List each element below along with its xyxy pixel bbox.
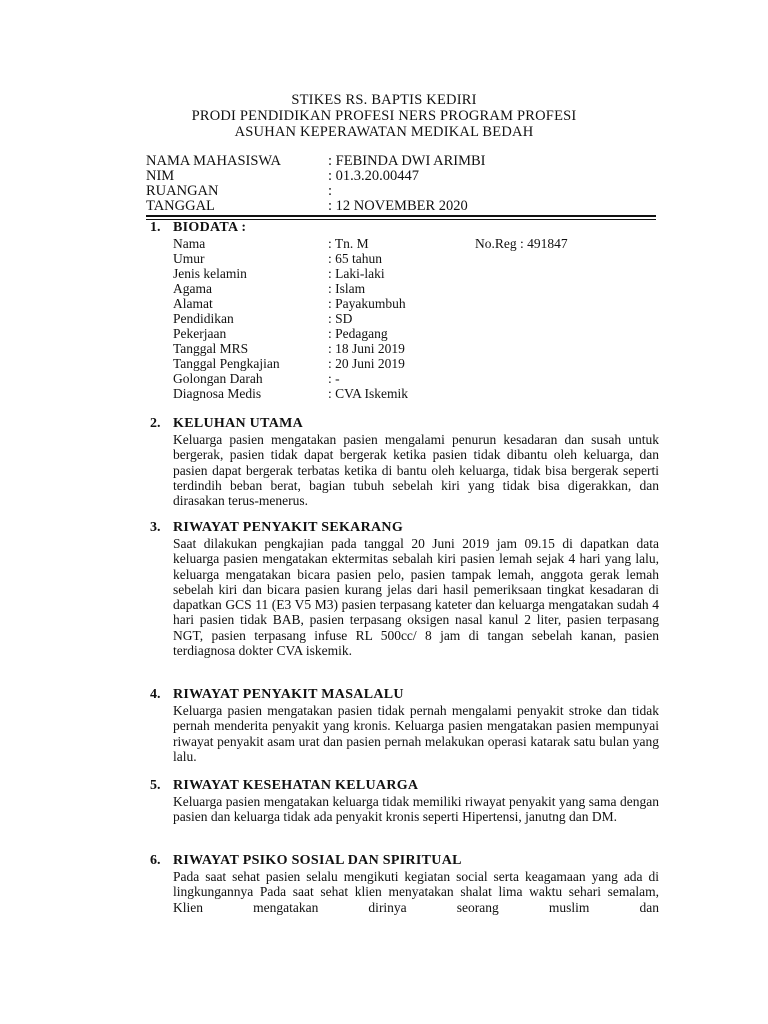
info-label: NAMA MAHASISWA xyxy=(146,153,281,169)
biodata-label: Jenis kelamin xyxy=(173,266,247,281)
info-value: : 12 NOVEMBER 2020 xyxy=(328,198,468,214)
biodata-label: Alamat xyxy=(173,296,213,311)
biodata-label: Golongan Darah xyxy=(173,371,263,386)
section-title-keluhan-utama: KELUHAN UTAMA xyxy=(173,416,304,431)
biodata-value: : Tn. M xyxy=(328,236,369,251)
info-label: NIM xyxy=(146,168,175,184)
biodata-label: Tanggal Pengkajian xyxy=(173,356,280,371)
biodata-label: Umur xyxy=(173,251,205,266)
registration-number: No.Reg : 491847 xyxy=(475,236,568,251)
paragraph-keluhan-utama: Keluarga pasien mengatakan pasien mengalami penurun kesadaran dan susah untuk bergerak, pasien tidak dapat bergerak ketika pasien tidak dibantu oleh keluarga, dan pasien dapat bergerak terbatas ketika di bantu oleh keluarga, tidak bisa bergerak seperti terdindih beban berat, bagian tubuh sebelah kiri yang tidak bisa digerakkan, dan dirasakan terus-menerus. xyxy=(173,432,659,509)
section-number: 5. xyxy=(150,778,161,793)
paragraph-riwayat-masalalu: Keluarga pasien mengatakan pasien tidak pernah mengalami penyakit stroke dan tidak pernah menderita penyakit yang kronis. Keluarga pasien mengatakan pasien mempunyai riwayat penyakit asam urat dan pasien pernah melakukan operasi katarak satu bulan yang lalu. xyxy=(173,703,659,764)
program-name: PRODI PENDIDIKAN PROFESI NERS PROGRAM PROFESI xyxy=(191,108,577,124)
info-value: : 01.3.20.00447 xyxy=(328,168,420,184)
section-title-riwayat-keluarga: RIWAYAT KESEHATAN KELUARGA xyxy=(173,778,419,793)
biodata-label: Diagnosa Medis xyxy=(173,386,262,401)
info-value: : xyxy=(328,183,333,199)
section-number: 2. xyxy=(150,416,161,431)
biodata-value: : Islam xyxy=(328,281,366,296)
info-label: TANGGAL xyxy=(146,198,215,214)
section-number: 3. xyxy=(150,520,161,535)
biodata-label: Pendidikan xyxy=(173,311,234,326)
biodata-value: : CVA Iskemik xyxy=(328,386,409,401)
paragraph-riwayat-sekarang: Saat dilakukan pengkajian pada tanggal 20 Juni 2019 jam 09.15 di dapatkan data keluarga pasien mengatakan ektermitas sebalah kiri pasien lemah sejak 4 hari yang lalu, keluarga mengatakan bicara pasien pelo, pasien tampak lemah, anggota gerak lemah sebelah kiri dan bicara pasien kurang jelas dari hasil pemeriksaan tingkat kesadaran di dapatkan GCS 11 (E3 V5 M3) pasien terpasang kateter dan keluarga mengatakan sudah 4 hari pasien tidak BAB, pasien terpasang oksigen nasal kanul 2 liter, pasien terpasang NGT, pasien terpasang infuse RL 500cc/ 8 jam di tangan sebelah kanan, pasien terdiagnosa dokter CVA iskemik. xyxy=(173,536,659,659)
biodata-value: : 18 Juni 2019 xyxy=(328,341,405,356)
info-label: RUANGAN xyxy=(146,183,219,199)
biodata-value: : Laki-laki xyxy=(328,266,385,281)
paragraph-riwayat-keluarga: Keluarga pasien mengatakan keluarga tidak memiliki riwayat penyakit yang sama dengan pasien dan keluarga tidak ada penyakit kronis seperti Hipertensi, janutng dan DM. xyxy=(173,794,659,825)
section-number: 4. xyxy=(150,687,161,702)
biodata-value: : Pedagang xyxy=(328,326,388,341)
section-title-riwayat-sekarang: RIWAYAT PENYAKIT SEKARANG xyxy=(173,520,404,535)
info-value: : FEBINDA DWI ARIMBI xyxy=(328,153,486,169)
section-title-biodata: BIODATA : xyxy=(173,220,247,235)
institution-name: STIKES RS. BAPTIS KEDIRI xyxy=(291,92,477,108)
divider-thick xyxy=(146,215,656,217)
section-title-riwayat-masalalu: RIWAYAT PENYAKIT MASALALU xyxy=(173,687,404,702)
section-number: 6. xyxy=(150,853,161,868)
biodata-value: : SD xyxy=(328,311,353,326)
biodata-value: : 65 tahun xyxy=(328,251,382,266)
section-number: 1. xyxy=(150,220,161,235)
document-title: ASUHAN KEPERAWATAN MEDIKAL BEDAH xyxy=(234,124,534,140)
section-title-riwayat-psiko: RIWAYAT PSIKO SOSIAL DAN SPIRITUAL xyxy=(173,853,462,868)
biodata-value: : Payakumbuh xyxy=(328,296,406,311)
biodata-label: Tanggal MRS xyxy=(173,341,249,356)
biodata-value: : - xyxy=(328,371,340,386)
biodata-label: Pekerjaan xyxy=(173,326,227,341)
biodata-label: Agama xyxy=(173,281,212,296)
paragraph-riwayat-psiko: Pada saat sehat pasien selalu mengikuti kegiatan social serta keagamaan yang ada di lingkungannya Pada saat sehat klien menyatakan shalat lima waktu sehari semalam, Klien mengatakan dirinya seorang muslim dan xyxy=(173,869,659,915)
biodata-value: : 20 Juni 2019 xyxy=(328,356,405,371)
biodata-label: Nama xyxy=(173,236,206,251)
